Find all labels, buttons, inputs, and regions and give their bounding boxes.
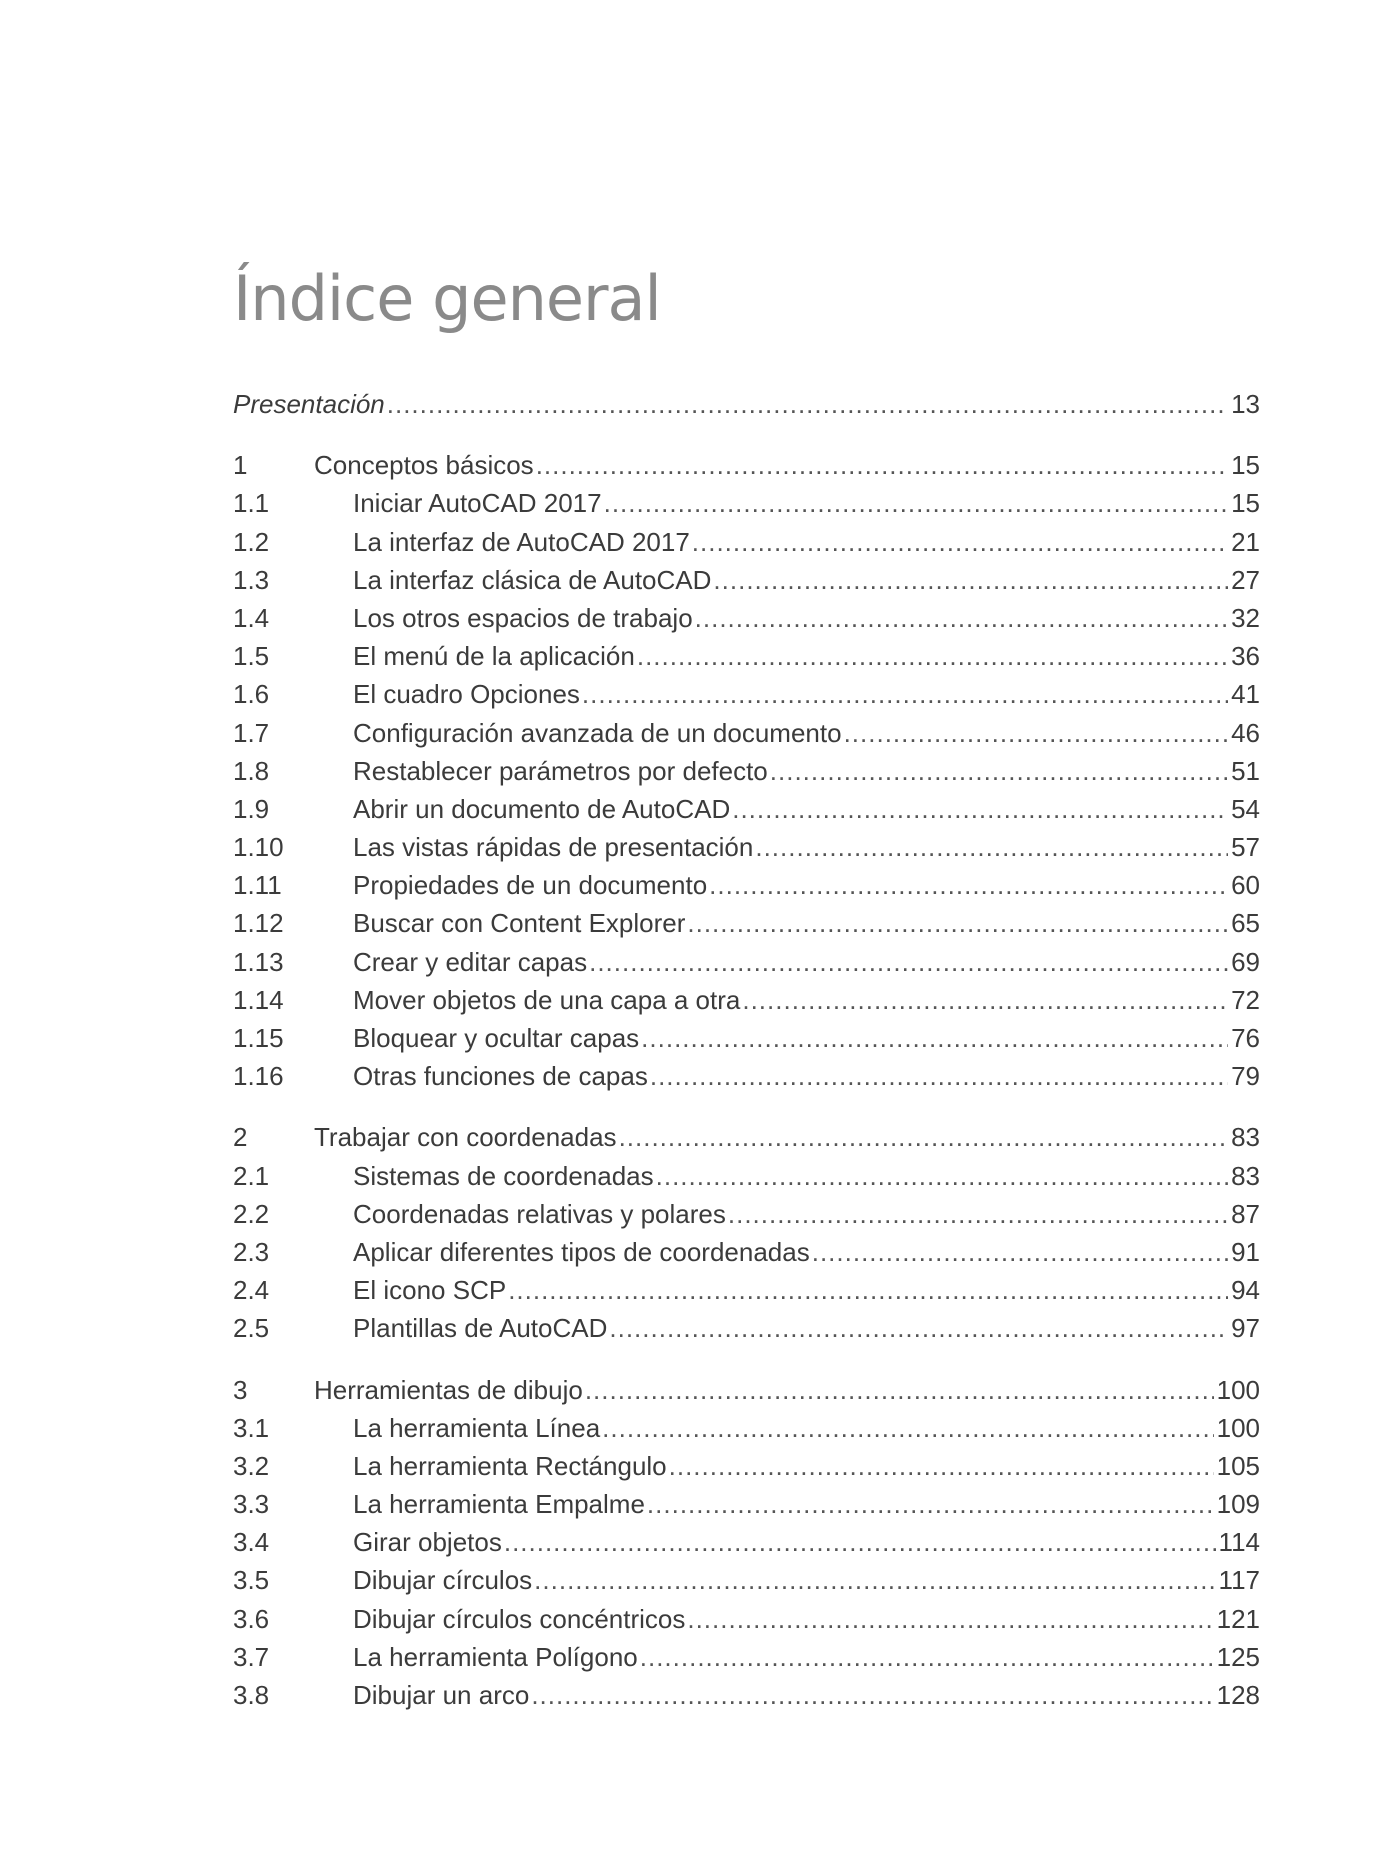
toc-entry[interactable]	[233, 1271, 1260, 1309]
toc-entry[interactable]	[233, 1485, 1260, 1523]
toc-entry-page-number: 117	[1218, 1565, 1260, 1596]
toc-entry[interactable]	[233, 828, 1260, 866]
toc-entry-number: 3.4	[233, 1527, 270, 1558]
toc-entry-label: Presentación	[233, 389, 385, 419]
toc-entry-number: 1.9	[233, 793, 270, 824]
toc-entry[interactable]	[233, 599, 1260, 637]
dot-leader	[387, 385, 1228, 423]
toc-entry-label: Conceptos básicos	[314, 450, 534, 481]
toc-entry-page-number: 87	[1231, 1198, 1260, 1229]
dot-leader	[609, 1309, 1228, 1347]
toc-entry-label: Girar objetos	[353, 1527, 502, 1558]
toc-entry[interactable]	[233, 1561, 1260, 1599]
dot-leader	[728, 1195, 1228, 1233]
toc-entry-number: 1.3	[233, 564, 270, 595]
toc-entry-label: Trabajar con coordenadas	[314, 1122, 617, 1153]
toc-entry[interactable]	[233, 714, 1260, 752]
toc-entry-number: 3.7	[233, 1641, 270, 1672]
toc-entry-page-number: 109	[1216, 1489, 1260, 1520]
toc-entry-label: Plantillas de AutoCAD	[353, 1313, 608, 1344]
toc-entry-number: 3.3	[233, 1489, 270, 1520]
dot-leader	[604, 484, 1228, 522]
toc-entry-label: Los otros espacios de trabajo	[353, 602, 693, 633]
toc-entry-label: Coordenadas relativas y polares	[353, 1198, 726, 1229]
toc-entry-label: Dibujar círculos	[353, 1565, 533, 1596]
dot-leader	[508, 1271, 1228, 1309]
toc-entry[interactable]	[233, 1118, 1260, 1156]
toc-entry-page-number: 125	[1216, 1641, 1260, 1672]
toc-entry-label: Dibujar círculos concéntricos	[353, 1603, 686, 1634]
toc-entry-page-number: 72	[1231, 984, 1260, 1015]
toc-entry-number: 1.6	[233, 679, 270, 710]
toc-entry-label: Bloquear y ocultar capas	[353, 1023, 640, 1053]
toc-entry-number: 3.1	[233, 1412, 270, 1443]
dot-leader	[504, 1523, 1216, 1561]
toc-entry-number: 1.7	[233, 717, 270, 748]
dot-leader	[619, 1118, 1229, 1156]
toc-entry-page-number: 105	[1216, 1450, 1260, 1481]
dot-leader	[647, 1485, 1214, 1523]
table-of-contents	[233, 385, 1260, 1714]
toc-entry[interactable]	[233, 1057, 1260, 1095]
toc-entry[interactable]	[233, 866, 1260, 904]
dot-leader	[713, 561, 1228, 599]
toc-entry[interactable]	[233, 1371, 1260, 1409]
toc-entry-number: 2.3	[233, 1236, 270, 1267]
toc-entry-page-number: 128	[1216, 1680, 1260, 1710]
toc-entry-page-number: 41	[1231, 679, 1260, 710]
toc-entry-page-number: 46	[1231, 717, 1260, 748]
dot-leader	[770, 752, 1228, 790]
toc-entry[interactable]	[233, 1019, 1260, 1057]
dot-leader	[812, 1233, 1228, 1271]
toc-entry-label: Iniciar AutoCAD 2017	[353, 488, 602, 519]
toc-entry-page-number: 21	[1231, 526, 1260, 557]
toc-entry-page-number: 57	[1231, 832, 1260, 863]
dot-leader	[637, 637, 1228, 675]
toc-entry-number: 1.10	[233, 832, 284, 863]
toc-entry-label: Herramientas de dibujo	[314, 1374, 583, 1405]
toc-entry-label: Propiedades de un documento	[353, 870, 708, 901]
toc-entry[interactable]	[233, 1638, 1260, 1676]
toc-entry[interactable]	[233, 1447, 1260, 1485]
toc-entry-number: 1.5	[233, 641, 270, 672]
dot-leader	[692, 523, 1228, 561]
toc-entry-number: 1.15	[233, 1023, 284, 1053]
dot-leader	[589, 943, 1228, 981]
toc-entry-number: 1	[233, 450, 248, 481]
toc-entry-label: El icono SCP	[353, 1275, 507, 1306]
toc-entry[interactable]	[233, 943, 1260, 981]
toc-entry-page-number: 97	[1231, 1313, 1260, 1344]
dot-leader	[650, 1057, 1228, 1095]
toc-entry-number: 1.4	[233, 602, 270, 633]
dot-leader	[582, 675, 1228, 713]
toc-entry[interactable]	[233, 446, 1260, 484]
dot-leader	[732, 790, 1228, 828]
toc-entry[interactable]	[233, 561, 1260, 599]
toc-entry-label: Sistemas de coordenadas	[353, 1160, 654, 1191]
toc-entry-label: Buscar con Content Explorer	[353, 908, 686, 939]
toc-entry[interactable]	[233, 790, 1260, 828]
dot-leader	[755, 828, 1228, 866]
dot-leader	[844, 714, 1229, 752]
toc-entry-number: 2.5	[233, 1313, 270, 1344]
toc-entry[interactable]	[233, 1600, 1260, 1638]
toc-entry-page-number: 121	[1216, 1603, 1260, 1634]
toc-entry-number: 3.6	[233, 1603, 270, 1634]
toc-entry-number: 1.16	[233, 1061, 284, 1092]
dot-leader	[687, 1600, 1213, 1638]
toc-entry-label: Mover objetos de una capa a otra	[353, 984, 741, 1015]
toc-entry-page-number: 13	[1231, 389, 1260, 419]
toc-entry-number: 1.12	[233, 908, 284, 939]
toc-entry[interactable]	[233, 637, 1260, 675]
toc-entry-page-number: 94	[1231, 1275, 1260, 1306]
toc-entry-page-number: 32	[1231, 602, 1260, 633]
toc-entry-page-number: 54	[1231, 793, 1260, 824]
toc-entry-number: 2.1	[233, 1160, 270, 1191]
toc-entry-number: 1.1	[233, 488, 270, 519]
toc-entry-number: 1.2	[233, 526, 270, 557]
page-title: Índice general	[233, 262, 661, 335]
toc-entry-label: Aplicar diferentes tipos de coordenadas	[353, 1236, 810, 1267]
toc-entry-label: Configuración avanzada de un documento	[353, 717, 842, 748]
toc-entry-page-number: 27	[1231, 564, 1260, 595]
toc-entry[interactable]	[233, 981, 1260, 1019]
toc-entry[interactable]	[233, 385, 1260, 423]
dot-leader	[709, 866, 1228, 904]
dot-leader	[687, 904, 1228, 942]
toc-entry-label: Crear y editar capas	[353, 946, 588, 977]
toc-entry-label: Abrir un documento de AutoCAD	[353, 793, 731, 824]
toc-entry-page-number: 100	[1216, 1374, 1260, 1405]
toc-entry[interactable]	[233, 1233, 1260, 1271]
toc-entry-page-number: 76	[1231, 1023, 1260, 1053]
toc-entry[interactable]	[233, 484, 1260, 522]
toc-entry-number: 2.2	[233, 1198, 270, 1229]
dot-leader	[534, 1561, 1215, 1599]
toc-entry[interactable]	[233, 523, 1260, 561]
toc-entry-page-number: 100	[1216, 1412, 1260, 1443]
toc-entry-page-number: 83	[1231, 1160, 1260, 1191]
toc-entry-label: La herramienta Polígono	[353, 1641, 638, 1672]
toc-entry-number: 2.4	[233, 1275, 270, 1306]
dot-leader	[742, 981, 1228, 1019]
toc-entry-number: 3	[233, 1374, 248, 1405]
toc-entry[interactable]	[233, 675, 1260, 713]
toc-entry-number: 3.2	[233, 1450, 270, 1481]
toc-entry[interactable]	[233, 1523, 1260, 1561]
toc-entry[interactable]	[233, 1409, 1260, 1447]
dot-leader	[602, 1409, 1213, 1447]
toc-entry-label: La herramienta Empalme	[353, 1489, 645, 1520]
toc-entry-page-number: 36	[1231, 641, 1260, 672]
dot-leader	[669, 1447, 1214, 1485]
toc-entry-label: Las vistas rápidas de presentación	[353, 832, 754, 863]
toc-entry-number: 1.11	[233, 870, 282, 901]
toc-entry-label: Dibujar un arco	[353, 1680, 530, 1710]
toc-entry-number: 1.13	[233, 946, 284, 977]
toc-entry[interactable]	[233, 1676, 1260, 1714]
dot-leader	[640, 1638, 1214, 1676]
toc-entry-number: 3.8	[233, 1680, 270, 1710]
dot-leader	[656, 1157, 1228, 1195]
toc-entry-page-number: 114	[1218, 1527, 1260, 1558]
toc-entry-page-number: 60	[1231, 870, 1260, 901]
toc-entry-label: El cuadro Opciones	[353, 679, 580, 710]
toc-entry-label: La interfaz clásica de AutoCAD	[353, 564, 712, 595]
toc-entry-page-number: 83	[1231, 1122, 1260, 1153]
toc-entry-page-number: 15	[1231, 488, 1260, 519]
toc-entry-page-number: 79	[1231, 1061, 1260, 1092]
dot-leader	[641, 1019, 1228, 1057]
toc-entry-label: La interfaz de AutoCAD 2017	[353, 526, 690, 557]
toc-entry-page-number: 51	[1231, 755, 1260, 786]
toc-entry-label: La herramienta Línea	[353, 1412, 601, 1443]
toc-entry[interactable]	[233, 904, 1260, 942]
toc-entry[interactable]	[233, 1309, 1260, 1347]
dot-leader	[531, 1676, 1213, 1714]
toc-entry-number: 2	[233, 1122, 248, 1153]
toc-entry-number: 1.14	[233, 984, 284, 1015]
toc-entry-page-number: 65	[1231, 908, 1260, 939]
dot-leader	[695, 599, 1228, 637]
toc-entry[interactable]	[233, 1195, 1260, 1233]
toc-entry-page-number: 15	[1231, 450, 1260, 481]
toc-entry-label: La herramienta Rectángulo	[353, 1450, 667, 1481]
toc-entry-label: El menú de la aplicación	[353, 641, 635, 672]
toc-entry-label: Restablecer parámetros por defecto	[353, 755, 768, 786]
toc-entry-page-number: 91	[1231, 1236, 1260, 1267]
dot-leader	[585, 1371, 1214, 1409]
toc-entry[interactable]	[233, 1157, 1260, 1195]
toc-entry-label: Otras funciones de capas	[353, 1061, 648, 1092]
toc-entry[interactable]	[233, 752, 1260, 790]
toc-entry-number: 3.5	[233, 1565, 270, 1596]
toc-entry-number: 1.8	[233, 755, 270, 786]
dot-leader	[536, 446, 1228, 484]
toc-entry-page-number: 69	[1231, 946, 1260, 977]
